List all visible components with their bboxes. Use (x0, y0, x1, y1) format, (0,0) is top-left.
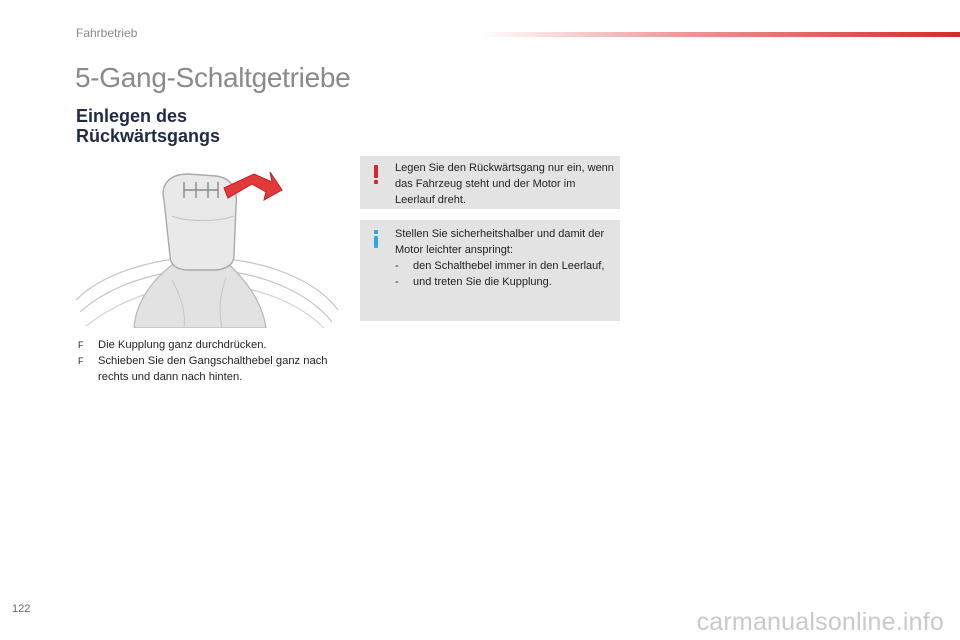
list-item (78, 353, 348, 385)
subheading-line-2: Rückwärtsgangs (76, 126, 221, 146)
info-box (360, 220, 620, 321)
list-item (78, 337, 348, 353)
info-item-text: und treten Sie die Kupplung. (413, 276, 552, 288)
step-marker: F (78, 356, 84, 366)
warning-text: Legen Sie den Rückwärtsgang nur ein, wenn das Fahrzeug steht und der Motor im Leerlauf dreht. (395, 162, 614, 206)
info-item-marker: - (395, 276, 399, 288)
info-intro: Stellen Sie sicherheitshalber und damit der Motor leichter anspringt: (395, 228, 605, 256)
header-accent-bar (480, 32, 960, 37)
step-text: Die Kupplung ganz durchdrücken. (98, 339, 267, 351)
info-list (395, 258, 617, 290)
page-number: 122 (12, 603, 31, 615)
step-text: Schieben Sie den Gangschalthebel ganz nach rechts und dann nach hinten. (98, 355, 328, 383)
step-marker: F (78, 340, 84, 350)
warning-box (360, 156, 620, 209)
step-list (78, 337, 348, 385)
info-icon (368, 226, 384, 250)
info-item-text: den Schalthebel immer in den Leerlauf, (413, 260, 605, 272)
list-item (395, 258, 617, 274)
list-item (395, 274, 617, 290)
section-label: Fahrbetrieb (76, 26, 138, 40)
subheading (76, 106, 220, 146)
exclamation-icon (368, 162, 384, 186)
info-item-marker: - (395, 260, 399, 272)
subheading-line-1: Einlegen des (76, 106, 188, 126)
gear-shift-illustration (76, 160, 346, 328)
page-title: 5-Gang-Schaltgetriebe (75, 62, 351, 93)
watermark: carmanualsonline.info (696, 608, 944, 636)
